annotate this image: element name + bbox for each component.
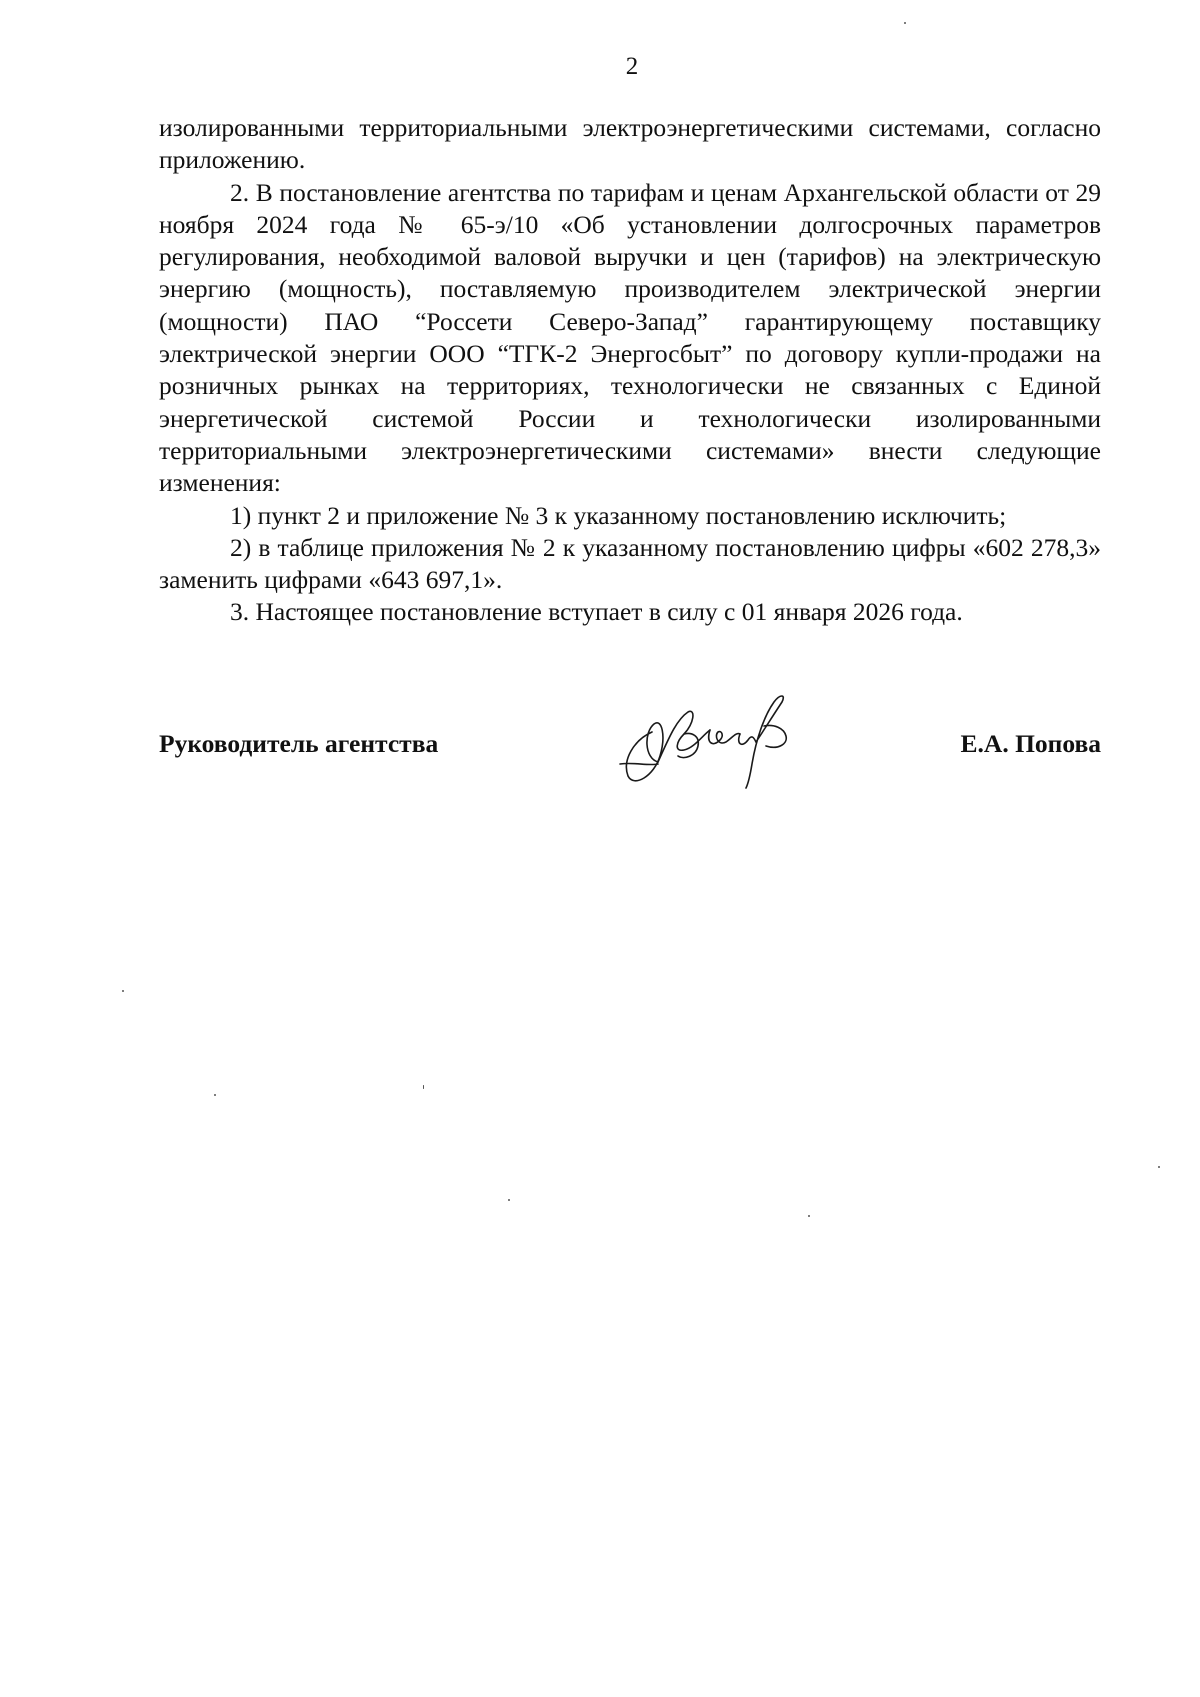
scan-speck — [808, 1215, 810, 1217]
signatory-title: Руководитель агентства — [159, 729, 439, 758]
scan-speck — [508, 1199, 510, 1201]
paragraph-subitem-2: 2) в таблице приложения № 2 к указанному постановлению цифры «602 278,3» заменить цифрами «643 697,1». — [159, 532, 1101, 595]
scan-speck — [1158, 1166, 1160, 1168]
document-body — [159, 112, 1101, 629]
handwritten-signature — [614, 680, 794, 790]
signatory-name: Е.А. Попова — [960, 729, 1101, 758]
scan-speck — [122, 990, 124, 992]
paragraph-item-3: 3. Настоящее постановление вступает в силу с 01 января 2026 года. — [230, 597, 963, 627]
paragraph-subitem-1: 1) пункт 2 и приложение № 3 к указанному постановлению исключить; — [230, 500, 1007, 530]
page-number: 2 — [625, 53, 639, 80]
scan-speck — [214, 1094, 216, 1096]
scan-speck — [904, 22, 906, 24]
paragraph-continuation: изолированными территориальными электроэнергетическими системами, согласно приложению. — [159, 113, 1101, 175]
scan-speck — [423, 1085, 424, 1089]
paragraph-item-2: 2. В постановление агентства по тарифам и ценам Архангельской области от 29 ноября 2024 года № 65-э/10 «Об установлении долгосрочных параметров регулирования, необходимой валовой выручки и цен (тарифов) на электрическую энергию (мощность), поставляемую производителем электрической энергии (мощности) ПАО “Россети Северо-Запад” гарантирующему поставщику электрической энергии ООО “ТГК-2 Энергосбыт” по договору купли-продажи на розничных рынках на территориях, технологически не связанных с Единой энергетической системой России и технологически изолированными территориальными электроэнергетическими системами» внести следующие изменения: — [159, 177, 1101, 498]
